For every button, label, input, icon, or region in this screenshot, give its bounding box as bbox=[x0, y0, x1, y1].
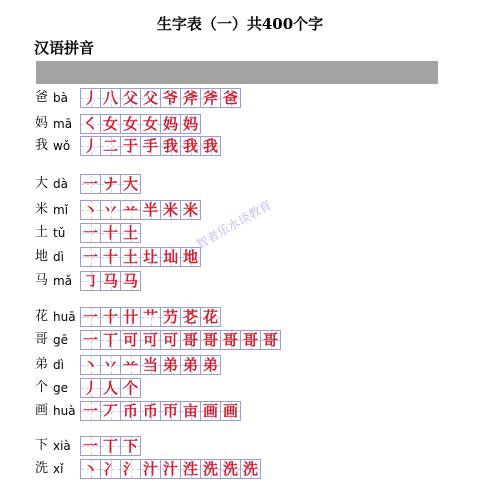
pinyin: mǎ bbox=[53, 274, 73, 288]
stroke-cell bbox=[140, 88, 161, 108]
stroke-cell bbox=[180, 88, 201, 108]
stroke-glyph: 圸 bbox=[162, 248, 178, 266]
stroke-glyph: 丅 bbox=[102, 437, 118, 455]
stroke-glyph: 我 bbox=[202, 137, 218, 155]
stroke-cell bbox=[200, 88, 221, 108]
stroke-cell bbox=[120, 247, 141, 267]
pinyin: mā bbox=[53, 117, 73, 131]
stroke-order-grid bbox=[80, 136, 220, 156]
stroke-cell bbox=[160, 200, 181, 220]
stroke-cell bbox=[120, 378, 141, 398]
stroke-glyph: 哥 bbox=[202, 331, 218, 349]
stroke-cell bbox=[220, 401, 241, 421]
stroke-glyph: 弟 bbox=[202, 356, 218, 374]
stroke-glyph: 下 bbox=[122, 437, 138, 455]
stroke-glyph: 䒑 bbox=[122, 201, 138, 219]
character: 爸 bbox=[35, 90, 49, 105]
stroke-order-grid bbox=[80, 114, 200, 134]
pinyin: bà bbox=[53, 91, 68, 105]
stroke-glyph: 画 bbox=[202, 402, 218, 420]
stroke-cell bbox=[120, 330, 141, 350]
stroke-glyph: 币 bbox=[122, 402, 138, 420]
stroke-cell bbox=[80, 223, 101, 243]
stroke-order-grid bbox=[80, 223, 140, 243]
stroke-cell bbox=[80, 330, 101, 350]
stroke-cell bbox=[100, 378, 121, 398]
stroke-glyph: 十 bbox=[102, 248, 118, 266]
stroke-glyph: 米 bbox=[182, 201, 198, 219]
stroke-cell bbox=[260, 330, 281, 350]
stroke-glyph: 土 bbox=[122, 224, 138, 242]
character: 妈 bbox=[35, 116, 49, 131]
stroke-cell bbox=[100, 136, 121, 156]
stroke-glyph: 芲 bbox=[182, 308, 198, 326]
pinyin: mǐ bbox=[53, 203, 69, 217]
stroke-cell bbox=[180, 401, 201, 421]
stroke-order-grid bbox=[80, 436, 140, 456]
stroke-cell bbox=[120, 88, 141, 108]
stroke-glyph: 个 bbox=[122, 379, 138, 397]
stroke-glyph: 可 bbox=[122, 331, 138, 349]
stroke-cell bbox=[160, 114, 181, 134]
stroke-glyph: 弟 bbox=[182, 356, 198, 374]
stroke-cell bbox=[100, 459, 121, 479]
stroke-cell bbox=[140, 114, 161, 134]
stroke-glyph: 氵 bbox=[122, 460, 138, 478]
stroke-glyph: 丿 bbox=[82, 137, 98, 155]
stroke-cell bbox=[120, 307, 141, 327]
stroke-cell bbox=[80, 114, 101, 134]
stroke-glyph: 丷 bbox=[102, 356, 118, 374]
stroke-glyph: 艹 bbox=[142, 308, 158, 326]
stroke-cell bbox=[160, 88, 181, 108]
character: 弟 bbox=[35, 357, 49, 372]
stroke-glyph: 洗 bbox=[242, 460, 258, 478]
stroke-cell bbox=[80, 436, 101, 456]
stroke-glyph: 汁 bbox=[162, 460, 178, 478]
stroke-glyph: 卄 bbox=[122, 308, 138, 326]
stroke-cell bbox=[220, 459, 241, 479]
character: 个 bbox=[35, 380, 49, 395]
stroke-order-grid bbox=[80, 401, 240, 421]
pinyin: xǐ bbox=[53, 462, 64, 476]
stroke-cell bbox=[80, 200, 101, 220]
stroke-cell bbox=[240, 459, 261, 479]
stroke-cell bbox=[140, 200, 161, 220]
page-title: 生字表（一）共400个字 bbox=[156, 15, 324, 33]
stroke-glyph: 当 bbox=[142, 356, 158, 374]
header-bar bbox=[36, 61, 438, 84]
stroke-order-grid bbox=[80, 459, 260, 479]
stroke-cell bbox=[80, 247, 101, 267]
stroke-glyph: ナ bbox=[102, 175, 118, 193]
stroke-cell bbox=[240, 330, 261, 350]
stroke-cell bbox=[140, 330, 161, 350]
stroke-cell bbox=[120, 459, 141, 479]
stroke-cell bbox=[80, 355, 101, 375]
stroke-cell bbox=[100, 200, 121, 220]
stroke-glyph: 马 bbox=[102, 272, 118, 290]
stroke-cell bbox=[80, 378, 101, 398]
stroke-glyph: 女 bbox=[102, 115, 118, 133]
stroke-glyph: 画 bbox=[222, 402, 238, 420]
stroke-glyph: 可 bbox=[162, 331, 178, 349]
stroke-glyph: 一 bbox=[82, 402, 98, 420]
stroke-cell bbox=[140, 136, 161, 156]
stroke-cell bbox=[100, 436, 121, 456]
stroke-cell bbox=[160, 355, 181, 375]
stroke-glyph: 父 bbox=[122, 89, 138, 107]
stroke-cell bbox=[200, 401, 221, 421]
pinyin: huà bbox=[53, 404, 76, 418]
stroke-glyph: 二 bbox=[102, 137, 118, 155]
stroke-glyph: 丿 bbox=[82, 379, 98, 397]
stroke-glyph: 丿 bbox=[82, 89, 98, 107]
stroke-glyph: 爷 bbox=[162, 89, 178, 107]
pinyin: gē bbox=[53, 333, 68, 347]
stroke-cell bbox=[160, 401, 181, 421]
stroke-glyph: 丶 bbox=[82, 356, 98, 374]
stroke-cell bbox=[80, 307, 101, 327]
pinyin: ge bbox=[53, 381, 68, 395]
stroke-glyph: 土 bbox=[122, 248, 138, 266]
section-heading: 汉语拼音 bbox=[34, 39, 95, 57]
stroke-glyph: 一 bbox=[82, 224, 98, 242]
stroke-order-grid bbox=[80, 271, 140, 291]
character: 马 bbox=[35, 273, 49, 288]
stroke-glyph: 洗 bbox=[222, 460, 238, 478]
stroke-order-grid bbox=[80, 378, 140, 398]
stroke-glyph: 马 bbox=[122, 272, 138, 290]
stroke-cell bbox=[140, 459, 161, 479]
stroke-cell bbox=[120, 401, 141, 421]
stroke-glyph: 汁 bbox=[142, 460, 158, 478]
stroke-glyph: 八 bbox=[102, 89, 118, 107]
stroke-cell bbox=[120, 355, 141, 375]
stroke-glyph: 丶 bbox=[82, 460, 98, 478]
watermark: 智者乐水谈教育 bbox=[194, 197, 274, 252]
stroke-glyph: 哥 bbox=[182, 331, 198, 349]
stroke-cell bbox=[100, 114, 121, 134]
stroke-cell bbox=[180, 200, 201, 220]
stroke-glyph: 帀 bbox=[162, 402, 178, 420]
stroke-cell bbox=[180, 355, 201, 375]
stroke-cell bbox=[100, 223, 121, 243]
stroke-glyph: 一 bbox=[82, 248, 98, 266]
stroke-cell bbox=[180, 247, 201, 267]
stroke-glyph: 爸 bbox=[222, 89, 238, 107]
pinyin: huā bbox=[53, 310, 76, 324]
stroke-cell bbox=[140, 355, 161, 375]
stroke-cell bbox=[140, 247, 161, 267]
stroke-cell bbox=[120, 200, 141, 220]
character: 大 bbox=[35, 176, 49, 191]
stroke-cell bbox=[100, 247, 121, 267]
stroke-cell bbox=[120, 271, 141, 291]
stroke-cell bbox=[120, 223, 141, 243]
stroke-glyph: 父 bbox=[142, 89, 158, 107]
stroke-cell bbox=[100, 307, 121, 327]
stroke-cell bbox=[200, 459, 221, 479]
stroke-glyph: 哥 bbox=[262, 331, 278, 349]
pinyin: dà bbox=[53, 177, 68, 191]
stroke-glyph: 圵 bbox=[142, 248, 158, 266]
stroke-cell bbox=[180, 330, 201, 350]
stroke-cell bbox=[180, 459, 201, 479]
stroke-cell bbox=[200, 307, 221, 327]
stroke-glyph: 大 bbox=[122, 175, 138, 193]
stroke-cell bbox=[180, 307, 201, 327]
stroke-cell bbox=[220, 330, 241, 350]
stroke-cell bbox=[100, 330, 121, 350]
stroke-glyph: 人 bbox=[102, 379, 118, 397]
stroke-glyph: 女 bbox=[122, 115, 138, 133]
stroke-glyph: 地 bbox=[182, 248, 198, 266]
stroke-order-grid bbox=[80, 88, 240, 108]
stroke-glyph: 一 bbox=[82, 437, 98, 455]
stroke-order-grid bbox=[80, 307, 220, 327]
stroke-order-grid bbox=[80, 174, 140, 194]
stroke-glyph: 斧 bbox=[182, 89, 198, 107]
pinyin: dì bbox=[53, 250, 64, 264]
stroke-glyph: 哥 bbox=[242, 331, 258, 349]
stroke-glyph: 一 bbox=[82, 331, 98, 349]
stroke-order-grid bbox=[80, 200, 200, 220]
stroke-cell bbox=[120, 114, 141, 134]
stroke-glyph: 丅 bbox=[102, 331, 118, 349]
stroke-glyph: 女 bbox=[142, 115, 158, 133]
pinyin: dì bbox=[53, 358, 64, 372]
stroke-glyph: 丆 bbox=[102, 402, 118, 420]
stroke-cell bbox=[100, 271, 121, 291]
stroke-cell bbox=[120, 136, 141, 156]
pinyin: wǒ bbox=[53, 139, 71, 153]
stroke-cell bbox=[180, 114, 201, 134]
character: 地 bbox=[35, 249, 49, 264]
stroke-glyph: 一 bbox=[82, 175, 98, 193]
stroke-cell bbox=[160, 459, 181, 479]
stroke-glyph: 妈 bbox=[162, 115, 178, 133]
character: 我 bbox=[35, 138, 49, 153]
pinyin: xià bbox=[53, 439, 71, 453]
character: 土 bbox=[35, 225, 49, 240]
character: 洗 bbox=[35, 461, 49, 476]
stroke-cell bbox=[160, 247, 181, 267]
stroke-cell bbox=[180, 136, 201, 156]
stroke-order-grid bbox=[80, 355, 220, 375]
stroke-glyph: 十 bbox=[102, 308, 118, 326]
stroke-cell bbox=[80, 459, 101, 479]
stroke-glyph: 米 bbox=[162, 201, 178, 219]
stroke-cell bbox=[80, 401, 101, 421]
stroke-glyph: ㇛ bbox=[82, 115, 98, 133]
stroke-cell bbox=[200, 330, 221, 350]
stroke-cell bbox=[80, 174, 101, 194]
stroke-glyph: 我 bbox=[162, 137, 178, 155]
stroke-cell bbox=[80, 271, 101, 291]
stroke-cell bbox=[160, 330, 181, 350]
stroke-cell bbox=[80, 88, 101, 108]
stroke-glyph: 一 bbox=[82, 308, 98, 326]
stroke-cell bbox=[100, 401, 121, 421]
stroke-glyph: ㇆ bbox=[82, 272, 98, 290]
character: 下 bbox=[35, 438, 49, 453]
stroke-glyph: 于 bbox=[122, 137, 138, 155]
pinyin: tǔ bbox=[53, 226, 66, 240]
stroke-cell bbox=[200, 136, 221, 156]
stroke-glyph: 亩 bbox=[182, 402, 198, 420]
stroke-glyph: 我 bbox=[182, 137, 198, 155]
stroke-glyph: 手 bbox=[142, 137, 158, 155]
stroke-glyph: 可 bbox=[142, 331, 158, 349]
stroke-cell bbox=[140, 307, 161, 327]
stroke-cell bbox=[220, 88, 241, 108]
stroke-glyph: 洗 bbox=[202, 460, 218, 478]
stroke-glyph: 冫 bbox=[102, 460, 118, 478]
stroke-glyph: 芀 bbox=[162, 308, 178, 326]
stroke-glyph: 弟 bbox=[162, 356, 178, 374]
stroke-cell bbox=[160, 307, 181, 327]
stroke-order-grid bbox=[80, 330, 280, 350]
character: 哥 bbox=[35, 332, 49, 347]
stroke-glyph: 哥 bbox=[222, 331, 238, 349]
stroke-glyph: 䒑 bbox=[122, 356, 138, 374]
stroke-order-grid bbox=[80, 247, 200, 267]
stroke-cell bbox=[120, 174, 141, 194]
stroke-glyph: 斧 bbox=[202, 89, 218, 107]
stroke-cell bbox=[80, 136, 101, 156]
stroke-glyph: 泩 bbox=[182, 460, 198, 478]
stroke-glyph: 半 bbox=[142, 201, 158, 219]
stroke-cell bbox=[100, 88, 121, 108]
stroke-cell bbox=[100, 174, 121, 194]
character: 画 bbox=[35, 403, 49, 418]
character: 花 bbox=[35, 309, 49, 324]
stroke-glyph: 花 bbox=[202, 308, 218, 326]
character: 米 bbox=[35, 202, 49, 217]
stroke-glyph: 丶 bbox=[82, 201, 98, 219]
stroke-cell bbox=[140, 401, 161, 421]
stroke-cell bbox=[120, 436, 141, 456]
stroke-glyph: 丷 bbox=[102, 201, 118, 219]
stroke-glyph: 十 bbox=[102, 224, 118, 242]
stroke-glyph: 币 bbox=[142, 402, 158, 420]
stroke-cell bbox=[160, 136, 181, 156]
stroke-glyph: 妈 bbox=[182, 115, 198, 133]
stroke-cell bbox=[100, 355, 121, 375]
stroke-cell bbox=[200, 355, 221, 375]
